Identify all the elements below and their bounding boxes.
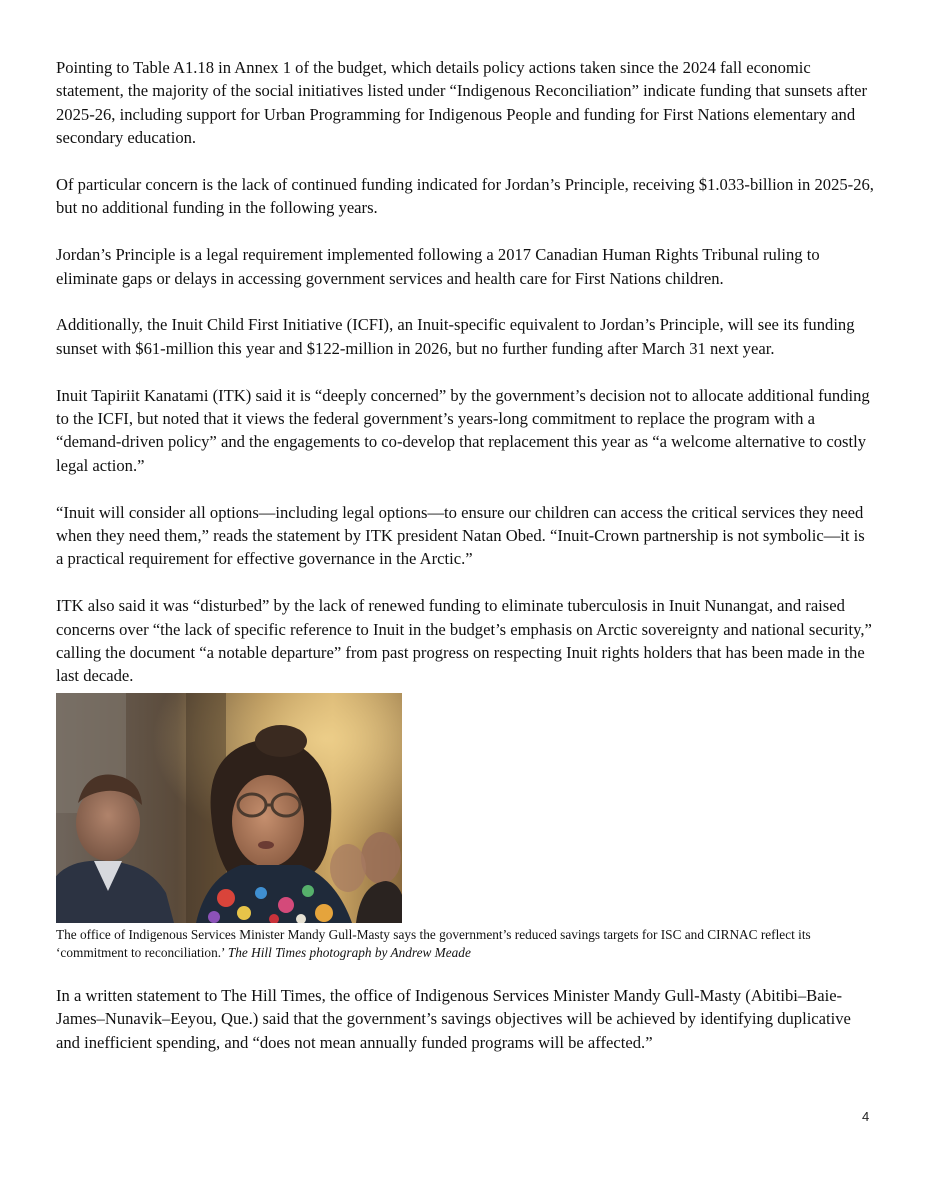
page-number: 4 [862, 1109, 870, 1124]
paragraph-jordans-principle-funding: Of particular concern is the lack of continued funding indicated for Jordan’s Principle, receiving $1.033-billion in 2025-26, but no additional funding in the following years. [56, 175, 874, 218]
paragraph-itk-concern: Inuit Tapiriit Kanatami (ITK) said it is “deeply concerned” by the government’s decision not to allocate additional funding to the ICFI, but noted that it views the federal government’s years-long commitment to replace the program with a “demand-driven policy” and the engagements to co-develop that replacement this year as “a welcome alternative to costly legal action.” [56, 385, 870, 475]
paragraph-jordans-principle-definition: Jordan’s Principle is a legal requirement implemented following a 2017 Canadian Human Rights Tribunal ruling to eliminate gaps or delays in accessing government services and health care for First Nations children. [56, 245, 820, 288]
paragraph-minister-statement: In a written statement to The Hill Times, the office of Indigenous Services Minister Mandy Gull-Masty (Abitibi–Baie-James–Nunavik–Eeyou, Que.) said that the government’s savings objectives will be achieved by identifying duplicative and inefficient spending, and “does not mean annually funded programs will be affected.” [56, 985, 851, 1052]
news-photo [56, 693, 402, 923]
paragraph-icfi-funding: Additionally, the Inuit Child First Initiative (ICFI), an Inuit-specific equivalent to Jordan’s Principle, will see its funding sunset with $61-million this year and $122-million in 2026, but no further funding after March 31 next year. [56, 315, 855, 358]
news-photo-figure [56, 693, 874, 962]
photo-caption-text: The office of Indigenous Services Minister Mandy Gull-Masty says the government’s reduced savings targets for ISC and CIRNAC reflect its ‘commitment to reconciliation.’ [56, 926, 811, 960]
photo-illustration [56, 693, 402, 923]
photo-caption [56, 926, 874, 962]
photo-credit: The Hill Times photograph by Andrew Meade [227, 944, 471, 960]
article-page [56, 56, 874, 1054]
paragraph-table-a118: Pointing to Table A1.18 in Annex 1 of the budget, which details policy actions taken since the 2024 fall economic statement, the majority of the social initiatives listed under “Indigenous Reconciliation” indicate funding that sunsets after 2025-26, including support for Urban Programming for Indigenous People and funding for First Nations elementary and secondary education. [56, 58, 868, 148]
paragraph-obed-quote: “Inuit will consider all options—including legal options—to ensure our children can access the critical services they need when they need them,” reads the statement by ITK president Natan Obed. “Inuit-Crown partnership is not symbolic—it is a practical requirement for effective governance in the Arctic.” [56, 502, 865, 569]
paragraph-itk-tuberculosis: ITK also said it was “disturbed” by the lack of renewed funding to eliminate tuberculosis in Inuit Nunangat, and raised concerns over “the lack of specific reference to Inuit in the budget’s emphasis on Arctic sovereignty and national security,” calling the document “a notable departure” from past progress on respecting Inuit rights holders that has been made in the last decade. [56, 596, 872, 686]
